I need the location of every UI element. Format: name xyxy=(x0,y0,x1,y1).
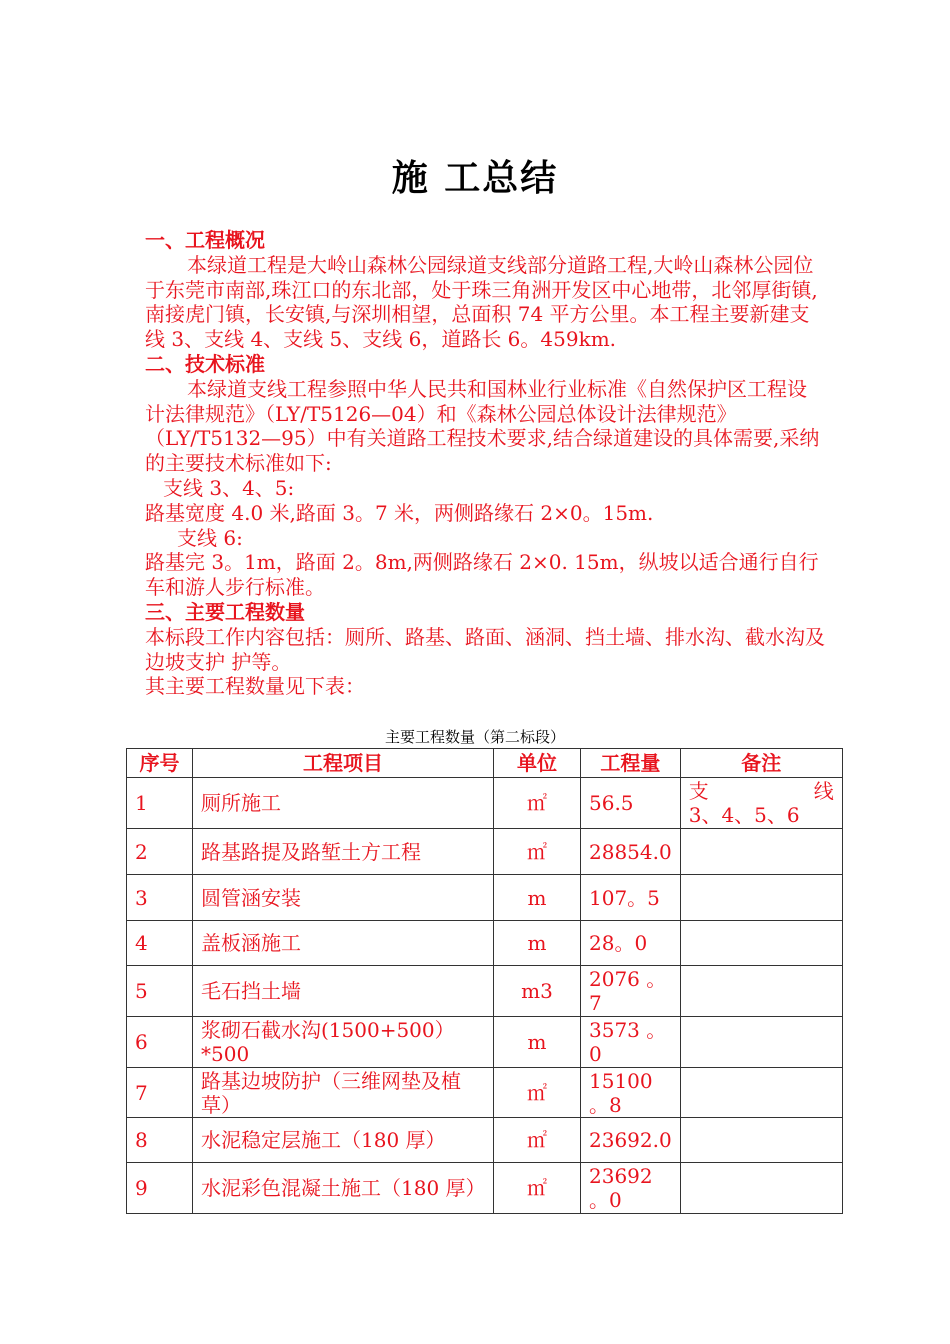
overview-paragraph: 本绿道工程是大岭山森林公园绿道支线部分道路工程,大岭山森林公园位于东莞市南部,珠江口的东北部，处于珠三角洲开发区中心地带，北邻厚街镇,南接虎门镇，长安镇,与深圳相望，总面积 74 平方公里。本工程主要新建支线 3、支线 4、支线 5、支线 6，道路长 6。459km. xyxy=(145,252,818,352)
cell-qty: 23692 。0 xyxy=(581,1163,681,1214)
cell-item: 水泥彩色混凝土施工（180 厚） xyxy=(193,1163,494,1214)
standards-paragraph: 本绿道支线工程参照中华人民共和国林业行业标准《自然保护区工程设计法律规范》（LY/T5126—04）和《森林公园总体设计法律规范》（LY/T5132—95）中有关道路工程技术要求,结合绿道建设的具体需要,采纳的主要技术标准如下: xyxy=(145,376,820,476)
remark-line-2: 3、4、5、6 xyxy=(688,803,800,827)
cell-no: 8 xyxy=(127,1118,193,1163)
cell-qty: 28。0 xyxy=(581,921,681,966)
table-row xyxy=(127,1017,843,1068)
table-row xyxy=(127,778,843,829)
cell-item: 水泥稳定层施工（180 厚） xyxy=(193,1118,494,1163)
cell-qty: 56.5 xyxy=(581,778,681,829)
header-item: 工程项目 xyxy=(193,749,494,778)
table-row xyxy=(127,921,843,966)
cell-unit: ㎡ xyxy=(494,778,581,829)
document-title: 施 工总结 xyxy=(391,157,559,199)
cell-remark xyxy=(680,966,842,1017)
quantities-intro-paragraph: 其主要工程数量见下表： xyxy=(145,674,365,699)
cell-unit: ㎡ xyxy=(494,1163,581,1214)
cell-unit: ㎡ xyxy=(494,1068,581,1118)
document-body xyxy=(145,228,825,699)
cell-qty: 2076 。7 xyxy=(581,966,681,1017)
cell-remark xyxy=(680,1068,842,1118)
cell-item: 盖板涵施工 xyxy=(193,921,494,966)
table-row xyxy=(127,966,843,1017)
cell-qty: 28854.0 xyxy=(581,829,681,875)
cell-no: 7 xyxy=(127,1068,193,1118)
quantities-table xyxy=(126,748,843,1214)
header-unit: 单位 xyxy=(494,749,581,778)
section-heading-standards: 二、技术标准 xyxy=(145,351,265,376)
cell-no: 1 xyxy=(127,778,193,829)
branch-3-4-5-label: 支线 3、4、5: xyxy=(163,475,295,500)
cell-remark xyxy=(680,1017,842,1068)
cell-unit: m3 xyxy=(494,966,581,1017)
remark-text-a: 支 xyxy=(688,779,709,803)
cell-unit: ㎡ xyxy=(494,1118,581,1163)
cell-no: 3 xyxy=(127,875,193,921)
cell-remark xyxy=(680,1118,842,1163)
table-caption: 主要工程数量（第二标段） xyxy=(384,728,565,746)
cell-remark xyxy=(680,778,842,829)
branch-3-4-5-spec: 路基宽度 4.0 米,路面 3。7 米，两侧路缘石 2×0。15m. xyxy=(145,500,654,525)
cell-remark xyxy=(680,1163,842,1214)
cell-qty: 15100 。8 xyxy=(581,1068,681,1118)
cell-item: 厕所施工 xyxy=(193,778,494,829)
cell-qty: 107。5 xyxy=(581,875,681,921)
cell-no: 9 xyxy=(127,1163,193,1214)
cell-no: 4 xyxy=(127,921,193,966)
branch-6-spec: 路基完 3。1m，路面 2。8m,两侧路缘石 2×0. 15m，纵坡以适合通行自行车和游人步行标准。 xyxy=(145,550,819,600)
cell-remark xyxy=(680,829,842,875)
cell-item: 毛石挡土墙 xyxy=(193,966,494,1017)
cell-item: 浆砌石截水沟(1500+500）*500 xyxy=(193,1017,494,1068)
header-no: 序号 xyxy=(127,749,193,778)
header-qty: 工程量 xyxy=(581,749,681,778)
cell-unit: m xyxy=(494,1017,581,1068)
table-row xyxy=(127,829,843,875)
cell-item: 路基路提及路堑土方工程 xyxy=(193,829,494,875)
remark-text-b: 线 xyxy=(813,779,834,803)
cell-qty: 3573 。0 xyxy=(581,1017,681,1068)
cell-no: 5 xyxy=(127,966,193,1017)
table-row xyxy=(127,1118,843,1163)
cell-item: 圆管涵安装 xyxy=(193,875,494,921)
cell-unit: m xyxy=(494,921,581,966)
cell-unit: ㎡ xyxy=(494,829,581,875)
header-remark: 备注 xyxy=(680,749,842,778)
table-row xyxy=(127,1068,843,1118)
branch-6-label: 支线 6: xyxy=(177,525,243,550)
cell-unit: m xyxy=(494,875,581,921)
cell-qty: 23692.0 xyxy=(581,1118,681,1163)
table-row xyxy=(127,1163,843,1214)
table-row xyxy=(127,875,843,921)
cell-item: 路基边坡防护（三维网垫及植草） xyxy=(193,1068,494,1118)
cell-no: 2 xyxy=(127,829,193,875)
cell-remark xyxy=(680,921,842,966)
table-header-row xyxy=(127,749,843,778)
section-heading-quantities: 三、主要工程数量 xyxy=(145,599,305,624)
cell-remark xyxy=(680,875,842,921)
section-heading-overview: 一、工程概况 xyxy=(145,228,265,252)
quantities-scope-paragraph: 本标段工作内容包括：厕所、路基、路面、涵洞、挡土墙、排水沟、截水沟及边坡支护 护等。 xyxy=(145,624,825,674)
remark-line-1 xyxy=(689,779,834,803)
cell-no: 6 xyxy=(127,1017,193,1068)
